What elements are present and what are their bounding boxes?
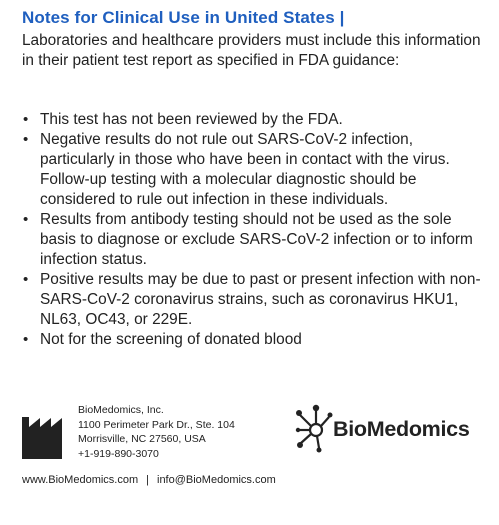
manufacturer-address [78,403,235,461]
notes-list [22,110,484,350]
manufacturer-phone: +1-919-890-3070 [78,447,159,460]
bullet-icon: • [23,131,29,148]
list-item-text: This test has not been reviewed by the FDA. [40,111,343,128]
list-item-text: Results from antibody testing should not be used as the sole basis to diagnose or exclude SARS-CoV-2 infection or to inform infection status. [40,211,473,268]
bullet-icon: • [23,211,29,228]
manufacturer-city: Morrisville, NC 27560, USA [78,433,206,445]
list-item-text: Negative results do not rule out SARS-CoV-2 infection, particularly in those who have been in contact with the virus. Follow-up testing with a molecular diagnostic should be considered to rule out infection in these individuals. [40,131,450,208]
list-item-text: Not for the screening of donated blood [40,331,302,348]
bullet-icon: • [23,331,29,348]
manufacturer-street: 1100 Perimeter Park Dr., Ste. 104 [78,418,235,431]
list-item [22,210,484,270]
email-link[interactable]: info@BioMedomics.com [157,474,276,486]
intro-paragraph: Laboratories and healthcare providers must include this information in their patient test report as specified in FDA guidance: [22,32,481,69]
website-link[interactable]: www.BioMedomics.com [22,474,139,486]
list-item-text: Positive results may be due to past or present infection with non-SARS-CoV-2 coronavirus strains, such as coronavirus HKU1, NL63, OC43, or 229E. [40,271,481,328]
contact-line [22,474,276,486]
bullet-icon: • [23,111,29,128]
molecule-logo-icon [295,401,335,453]
list-item [22,110,484,130]
brand-name: BioMedomics [333,417,470,441]
contact-separator: | [146,474,149,486]
notes-title: Notes for Clinical Use in United States | [22,8,345,27]
manufacturer-name: BioMedomics, Inc. [78,404,164,416]
list-item [22,270,484,330]
manufacturer-block [20,402,280,462]
list-item [22,130,484,210]
factory-icon [20,405,70,459]
brand-logo [295,401,495,453]
bullet-icon: • [23,271,29,288]
list-item [22,330,484,350]
